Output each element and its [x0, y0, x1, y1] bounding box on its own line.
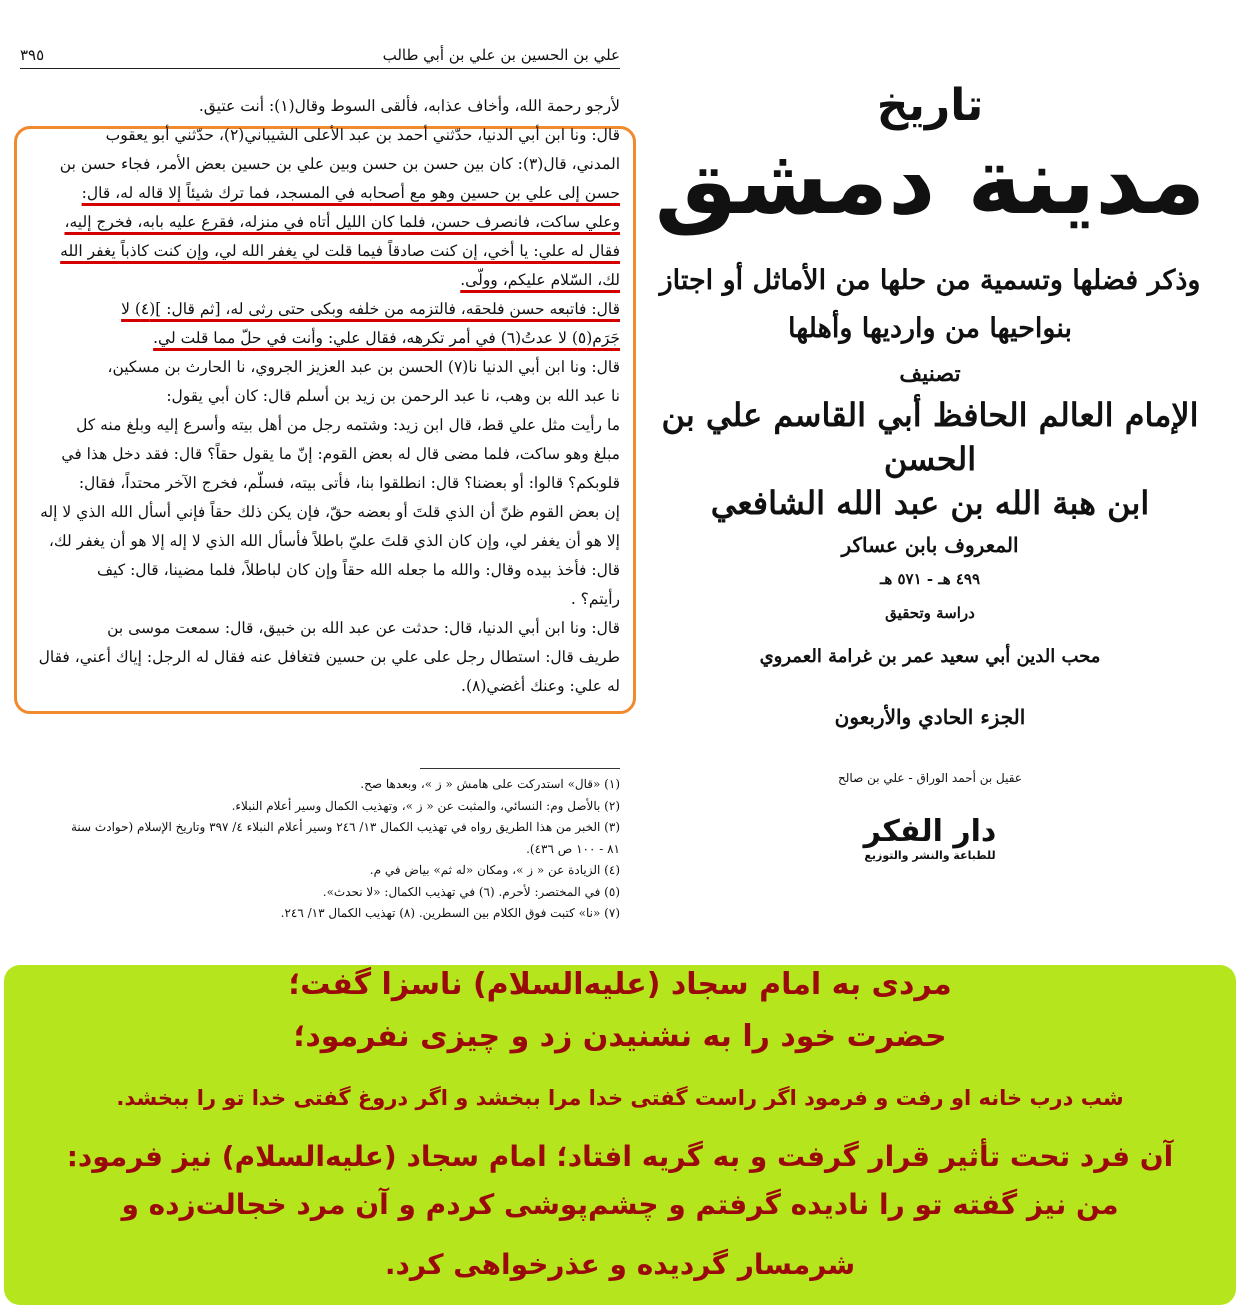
book-page	[20, 42, 620, 942]
text-line: فقال له علي: يا أخي، إن كنت صادقاً فيما قلت لي يغفر الله لي، وإن كنت كاذباً يغفر الله	[60, 242, 620, 260]
running-title: علي بن الحسين بن علي بن أبي طالب	[382, 46, 620, 64]
cover-subtitle-2: بنواحيها من وارديها وأهلها	[787, 313, 1072, 344]
text-line: رأيتم؟ .	[570, 590, 620, 608]
text-line: لك، السّلام عليكم، وولّى.	[460, 271, 620, 289]
cover-author-2: ابن هبة الله بن عبد الله الشافعي	[710, 484, 1150, 522]
text-line: قال: ونا ابن أبي الدنيا نا(٧) الحسن بن عبد العزيز الجروي، نا الحارث بن مسكين،	[107, 358, 620, 376]
footnote: (٥) في المختصر: لأحرم. (٦) في تهذيب الكمال: «لا نحدث».	[322, 884, 620, 899]
cover-author-1: الإمام العالم الحافظ أبي القاسم علي بن الحسن	[661, 396, 1199, 478]
text-line: وعلي ساكت، فانصرف حسن، فلما كان الليل أتاه في منزله، فقرع عليه بابه، فخرج إليه،	[64, 213, 620, 231]
footnotes	[20, 774, 620, 925]
caption-line-5: من نیز گفته تو را نادیده گرفتم و چشم‌پوشی کردم و آن مرد خجالت‌زده و	[121, 1188, 1119, 1221]
cover-volume: الجزء الحادي والأربعون	[834, 705, 1026, 729]
text-line: طريف قال: استطال رجل على علي بن حسين فتغافل عنه فقال له الرجل: إياك أعني، فقال	[38, 648, 620, 666]
page-number: ٣٩٥	[20, 46, 45, 64]
text-line: قال: فاتبعه حسن فلحقه، فالتزمه من خلفه وبكى حتى رثى له، [ثم قال: ](٤) لا	[121, 300, 620, 318]
cover-editor: محب الدين أبي سعيد عمر بن غرامة العمروي	[759, 646, 1101, 667]
footnote: (٧) «نا» كتبت فوق الكلام بين السطرين. (٨) تهذيب الكمال ١٣/ ٢٤٦.	[280, 906, 620, 920]
cover-title-big: مدينة دمشق	[654, 128, 1206, 235]
caption-line-1: مردی به امام سجاد (علیه‌السلام) ناسزا گفت؛	[288, 967, 952, 1002]
persian-caption-panel	[4, 965, 1236, 1305]
cover-study: دراسة وتحقيق	[885, 604, 975, 622]
publisher-subtitle: للطباعة والنشر والتوزيع	[864, 849, 996, 862]
caption-line-4: آن فرد تحت تأثیر قرار گرفت و به گریه افتاد؛ امام سجاد (علیه‌السلام) نیز فرمود:	[66, 1140, 1174, 1173]
text-line: جَرَم(٥) لا عدتُ(٦) في أمر تكرهه، فقال علي: وأنت في حلّ مما قلت لي.	[153, 329, 620, 347]
cover-dates: ٤٩٩ هـ - ٥٧١ هـ	[879, 570, 981, 588]
footnote: (٢) بالأصل وم: النسائي، والمثبت عن « ز »، وتهذيب الكمال وسير أعلام النبلاء.	[231, 798, 620, 813]
text-line: نا عبد الله بن وهب، نا عبد الرحمن بن زيد بن أسلم قال: كان أبي يقول:	[166, 387, 620, 405]
footnote: (٤) الزيادة عن « ز »، ومكان «له ثم» بياض في م.	[369, 863, 620, 877]
text-line: لأرجو رحمة الله، وأخاف عذابه، فألقى السوط وقال(١): أنت عتيق.	[198, 97, 620, 115]
footnote: (١) «قال» استدركت على هامش « ز »، وبعدها صح.	[360, 777, 620, 791]
text-line: له علي: وعنك أغضي(٨).	[461, 677, 620, 695]
running-header	[20, 42, 620, 69]
footnote-divider	[420, 768, 620, 769]
text-line: قال: فأخذ بيده وقال: والله ما جعله الله حقاً وإن كان لباطلاً، فلما مضينا، قال: كيف	[97, 561, 620, 579]
cover-subtitle-1: وذكر فضلها وتسمية من حلها من الأماثل أو اجتاز	[659, 265, 1201, 296]
cover-typesetters: عقيل بن أحمد الوراق - علي بن صالح	[838, 771, 1022, 785]
caption-line-2: حضرت خود را به نشنیدن زد و چیزی نفرمود؛	[293, 1019, 947, 1054]
book-body-text	[20, 92, 620, 701]
cover-known-as: المعروف بابن عساكر	[841, 533, 1019, 557]
text-line: مبلغ وهو ساكت، فلما مضى قال له بعض القوم: إنّ ما يقول حقاً؟ قال: فقد دخل هذا في	[61, 445, 620, 463]
publisher-logo: دار الفكر	[863, 814, 997, 849]
text-line: قال: ونا ابن أبي الدنيا، حدّثني أحمد بن عبد الأعلى الشيباني(٢)، حدّثني أبو يعقوب	[105, 126, 620, 144]
caption-line-6: شرمسار گردیده و عذرخواهی کرد.	[384, 1248, 856, 1281]
text-line: قلوبكم؟ قالوا: أو بعضنا؟ قال: انطلقوا بنا، فأتى بيته، فسلّم، فخرج الآخر محتداً، فقال:	[78, 474, 620, 492]
text-line: قال: ونا ابن أبي الدنيا، قال: حدثت عن عبد الله بن خبيق، قال: سمعت موسى بن	[107, 619, 620, 637]
book-title-page	[650, 80, 1210, 930]
footnote: ٨١ - ١٠٠ ص ٤٣٦).	[526, 841, 620, 856]
cover-title-small: تاريخ	[876, 80, 984, 131]
cover-tasnif: تصنيف	[899, 361, 961, 387]
text-line: المدني، قال(٣): كان بين حسن بن حسن وبين علي بن حسين بعض الأمر، فجاء حسن بن	[59, 155, 620, 173]
footnote: (٣) الخبر من هذا الطريق رواه في تهذيب الكمال ١٣/ ٢٤٦ وسير أعلام النبلاء ٤/ ٣٩٧ وتاريخ الإسلام (حوادث سنة	[71, 820, 620, 834]
text-line: ما رأيت مثل علي قط، قال ابن زيد: وشتمه رجل من أهل بيته وأسرع إليه وبلغ منه كل	[76, 416, 620, 434]
text-line: إن بعض القوم ظنّ أن الذي قلتَ أو بعضه حقّ، فإن يكن ذلك حقاً فإني أسأل الله الذي لا إله	[40, 503, 620, 521]
text-line: حسن إلى علي بن حسين وهو مع أصحابه في المسجد، فما ترك شيئاً إلا قاله له، قال:	[81, 184, 620, 202]
text-line: إلا هو أن يغفر لي، وإن كان الذي قلتَ عليّ باطلاً فأسأل الله الذي لا إله إلا هو أن يغفر لك،	[48, 532, 620, 550]
caption-line-3: شب درب خانه او رفت و فرمود اگر راست گفتی خدا مرا ببخشد و اگر دروغ گفتی خدا تو را ببخشد.	[116, 1086, 1124, 1110]
